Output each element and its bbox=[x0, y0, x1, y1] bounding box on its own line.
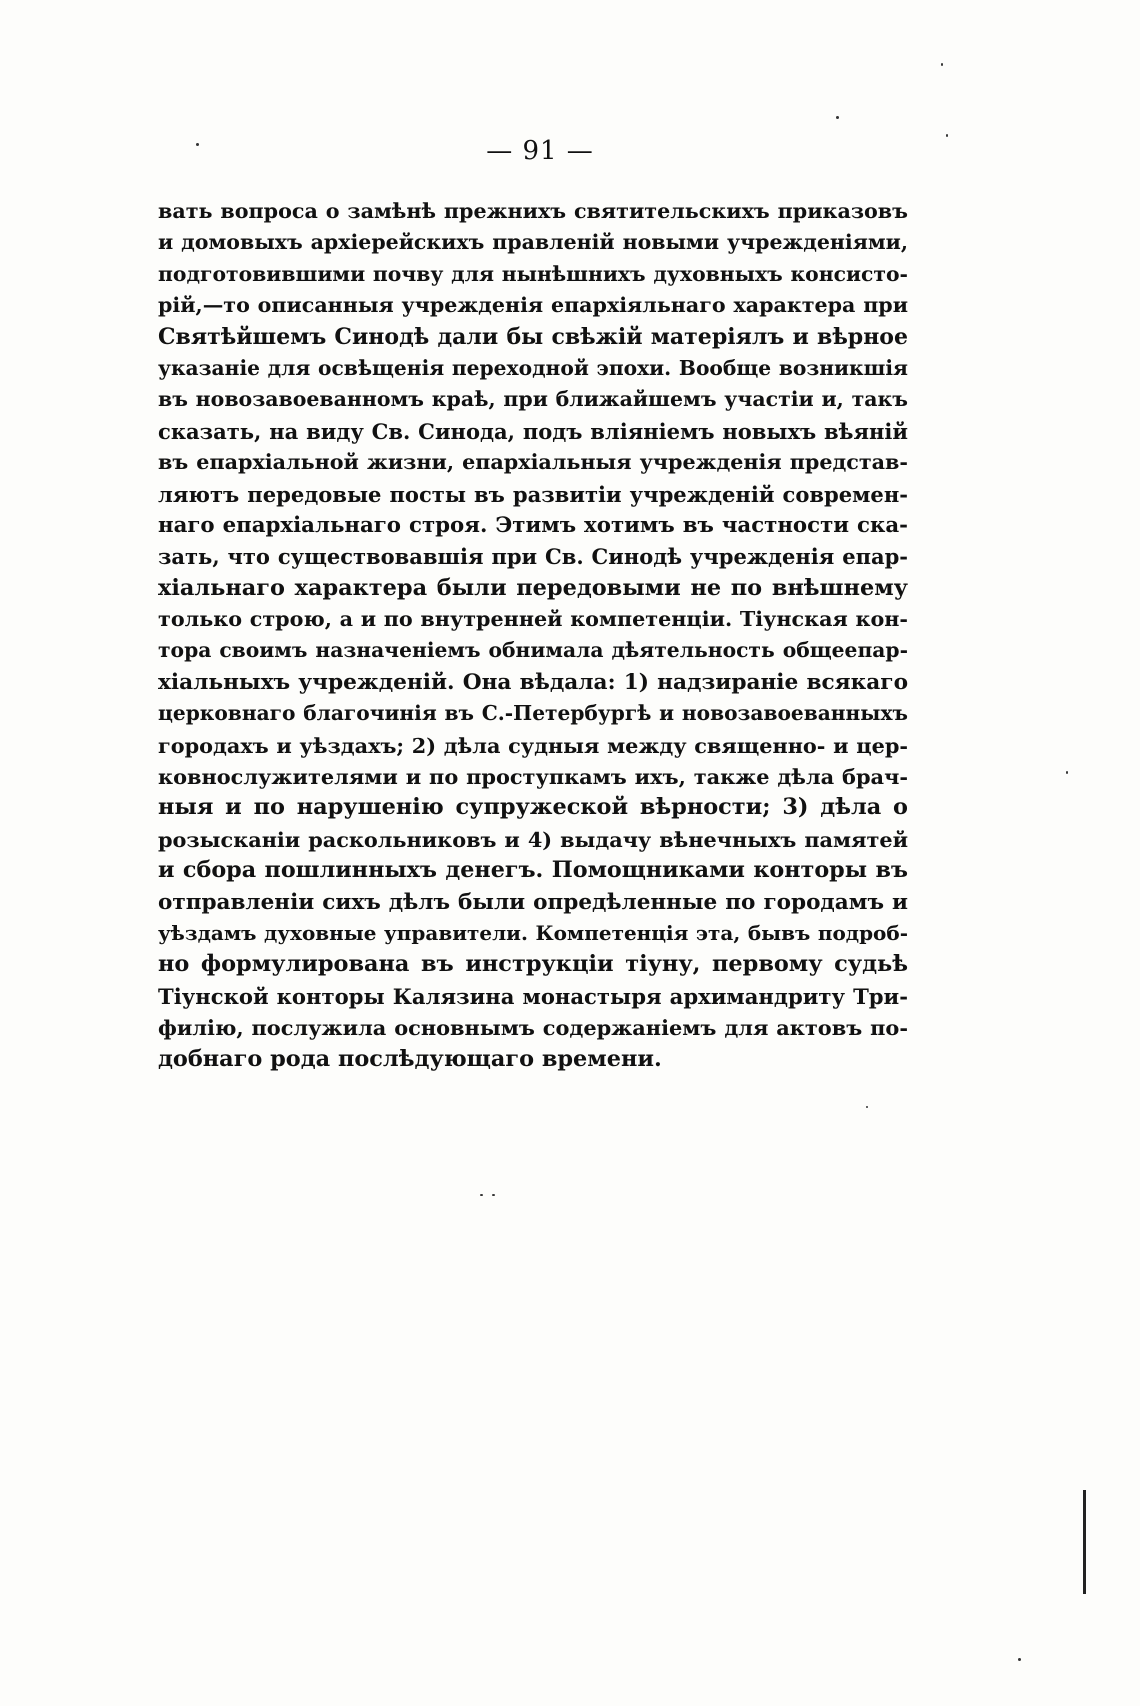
scan-speck bbox=[836, 116, 839, 119]
scan-edge-line bbox=[1083, 1490, 1086, 1594]
text-line: Святѣйшемъ Синодѣ дали бы свѣжій матеріялъ и вѣрное bbox=[158, 323, 908, 350]
scan-speck bbox=[941, 63, 943, 66]
text-line: ляютъ передовые посты въ развитіи учрежденій современ- bbox=[158, 481, 908, 507]
text-line: тора своимъ назначеніемъ обнимала дѣятельность общеепар- bbox=[158, 638, 908, 663]
text-line: подготовившими почву для нынѣшнихъ духовныхъ консисто- bbox=[158, 261, 908, 286]
text-line: ковнослужителями и по проступкамъ ихъ, также дѣла брач- bbox=[158, 764, 908, 790]
text-line: въ новозавоеванномъ краѣ, при ближайшемъ участіи и, такъ bbox=[158, 387, 908, 412]
text-line: городахъ и уѣздахъ; 2) дѣла судныя между священно- и цер- bbox=[158, 732, 908, 758]
text-line: хіальнаго характера были передовыми не по внѣшнему bbox=[158, 574, 908, 601]
text-line: филію, послужила основнымъ содержаніемъ для актовъ по- bbox=[158, 1015, 908, 1041]
text-line: и домовыхъ архіерейскихъ правленій новыми учрежденіями, bbox=[158, 230, 908, 255]
text-line: сказать, на виду Св. Синода, подъ вліяніемъ новыхъ вѣяній bbox=[158, 418, 908, 444]
text-line: зать, что существовавшія при Св. Синодѣ учрежденія епар- bbox=[158, 544, 908, 570]
text-line: только строю, а и по внутренней компетенціи. Тіунская кон- bbox=[158, 607, 908, 632]
text-line: ныя и по нарушенію супружеской вѣрности; 3) дѣла о bbox=[158, 794, 908, 821]
text-line-last: добнаго рода послѣдующаго времени. bbox=[158, 1045, 662, 1072]
text-line: уѣздамъ духовные управители. Компетенція эта, бывъ подроб- bbox=[158, 920, 908, 945]
text-line: розысканіи раскольниковъ и 4) выдачу вѣнечныхъ памятей bbox=[158, 826, 908, 852]
scan-speck bbox=[866, 1106, 868, 1108]
scan-speck bbox=[1066, 771, 1068, 774]
page-number: — 91 — bbox=[486, 136, 594, 166]
scan-speck bbox=[946, 134, 948, 137]
text-line: вать вопроса о замѣнѣ прежнихъ святительскихъ приказовъ bbox=[158, 199, 908, 223]
text-line: хіальныхъ учрежденій. Она вѣдала: 1) надзираніе всякаго bbox=[158, 669, 908, 695]
text-line: но формулирована въ инструкціи тіуну, первому судьѣ bbox=[158, 951, 908, 978]
body-text bbox=[158, 196, 908, 1075]
scan-speck bbox=[480, 1194, 483, 1196]
scan-speck bbox=[196, 143, 199, 146]
text-line: рій,—то описанныя учрежденія епархіяльнаго характера при bbox=[158, 293, 908, 318]
text-line: Тіунской конторы Калязина монастыря архимандриту Три- bbox=[158, 983, 908, 1009]
text-line: отправленіи сихъ дѣлъ были опредѣленные по городамъ и bbox=[158, 889, 908, 915]
scan-speck bbox=[492, 1194, 495, 1196]
text-line: церковнаго благочинія въ С.-Петербургѣ и новозавоеванныхъ bbox=[158, 701, 908, 726]
text-line: указаніе для освѣщенія переходной эпохи. Вообще возникшія bbox=[158, 355, 908, 380]
text-line: въ епархіальной жизни, епархіальныя учрежденія представ- bbox=[158, 450, 908, 475]
text-line: наго епархіальнаго строя. Этимъ хотимъ въ частности ска- bbox=[158, 512, 908, 538]
scan-speck bbox=[1018, 1658, 1021, 1661]
text-line: и сбора пошлинныхъ денегъ. Помощниками конторы въ bbox=[158, 857, 908, 884]
